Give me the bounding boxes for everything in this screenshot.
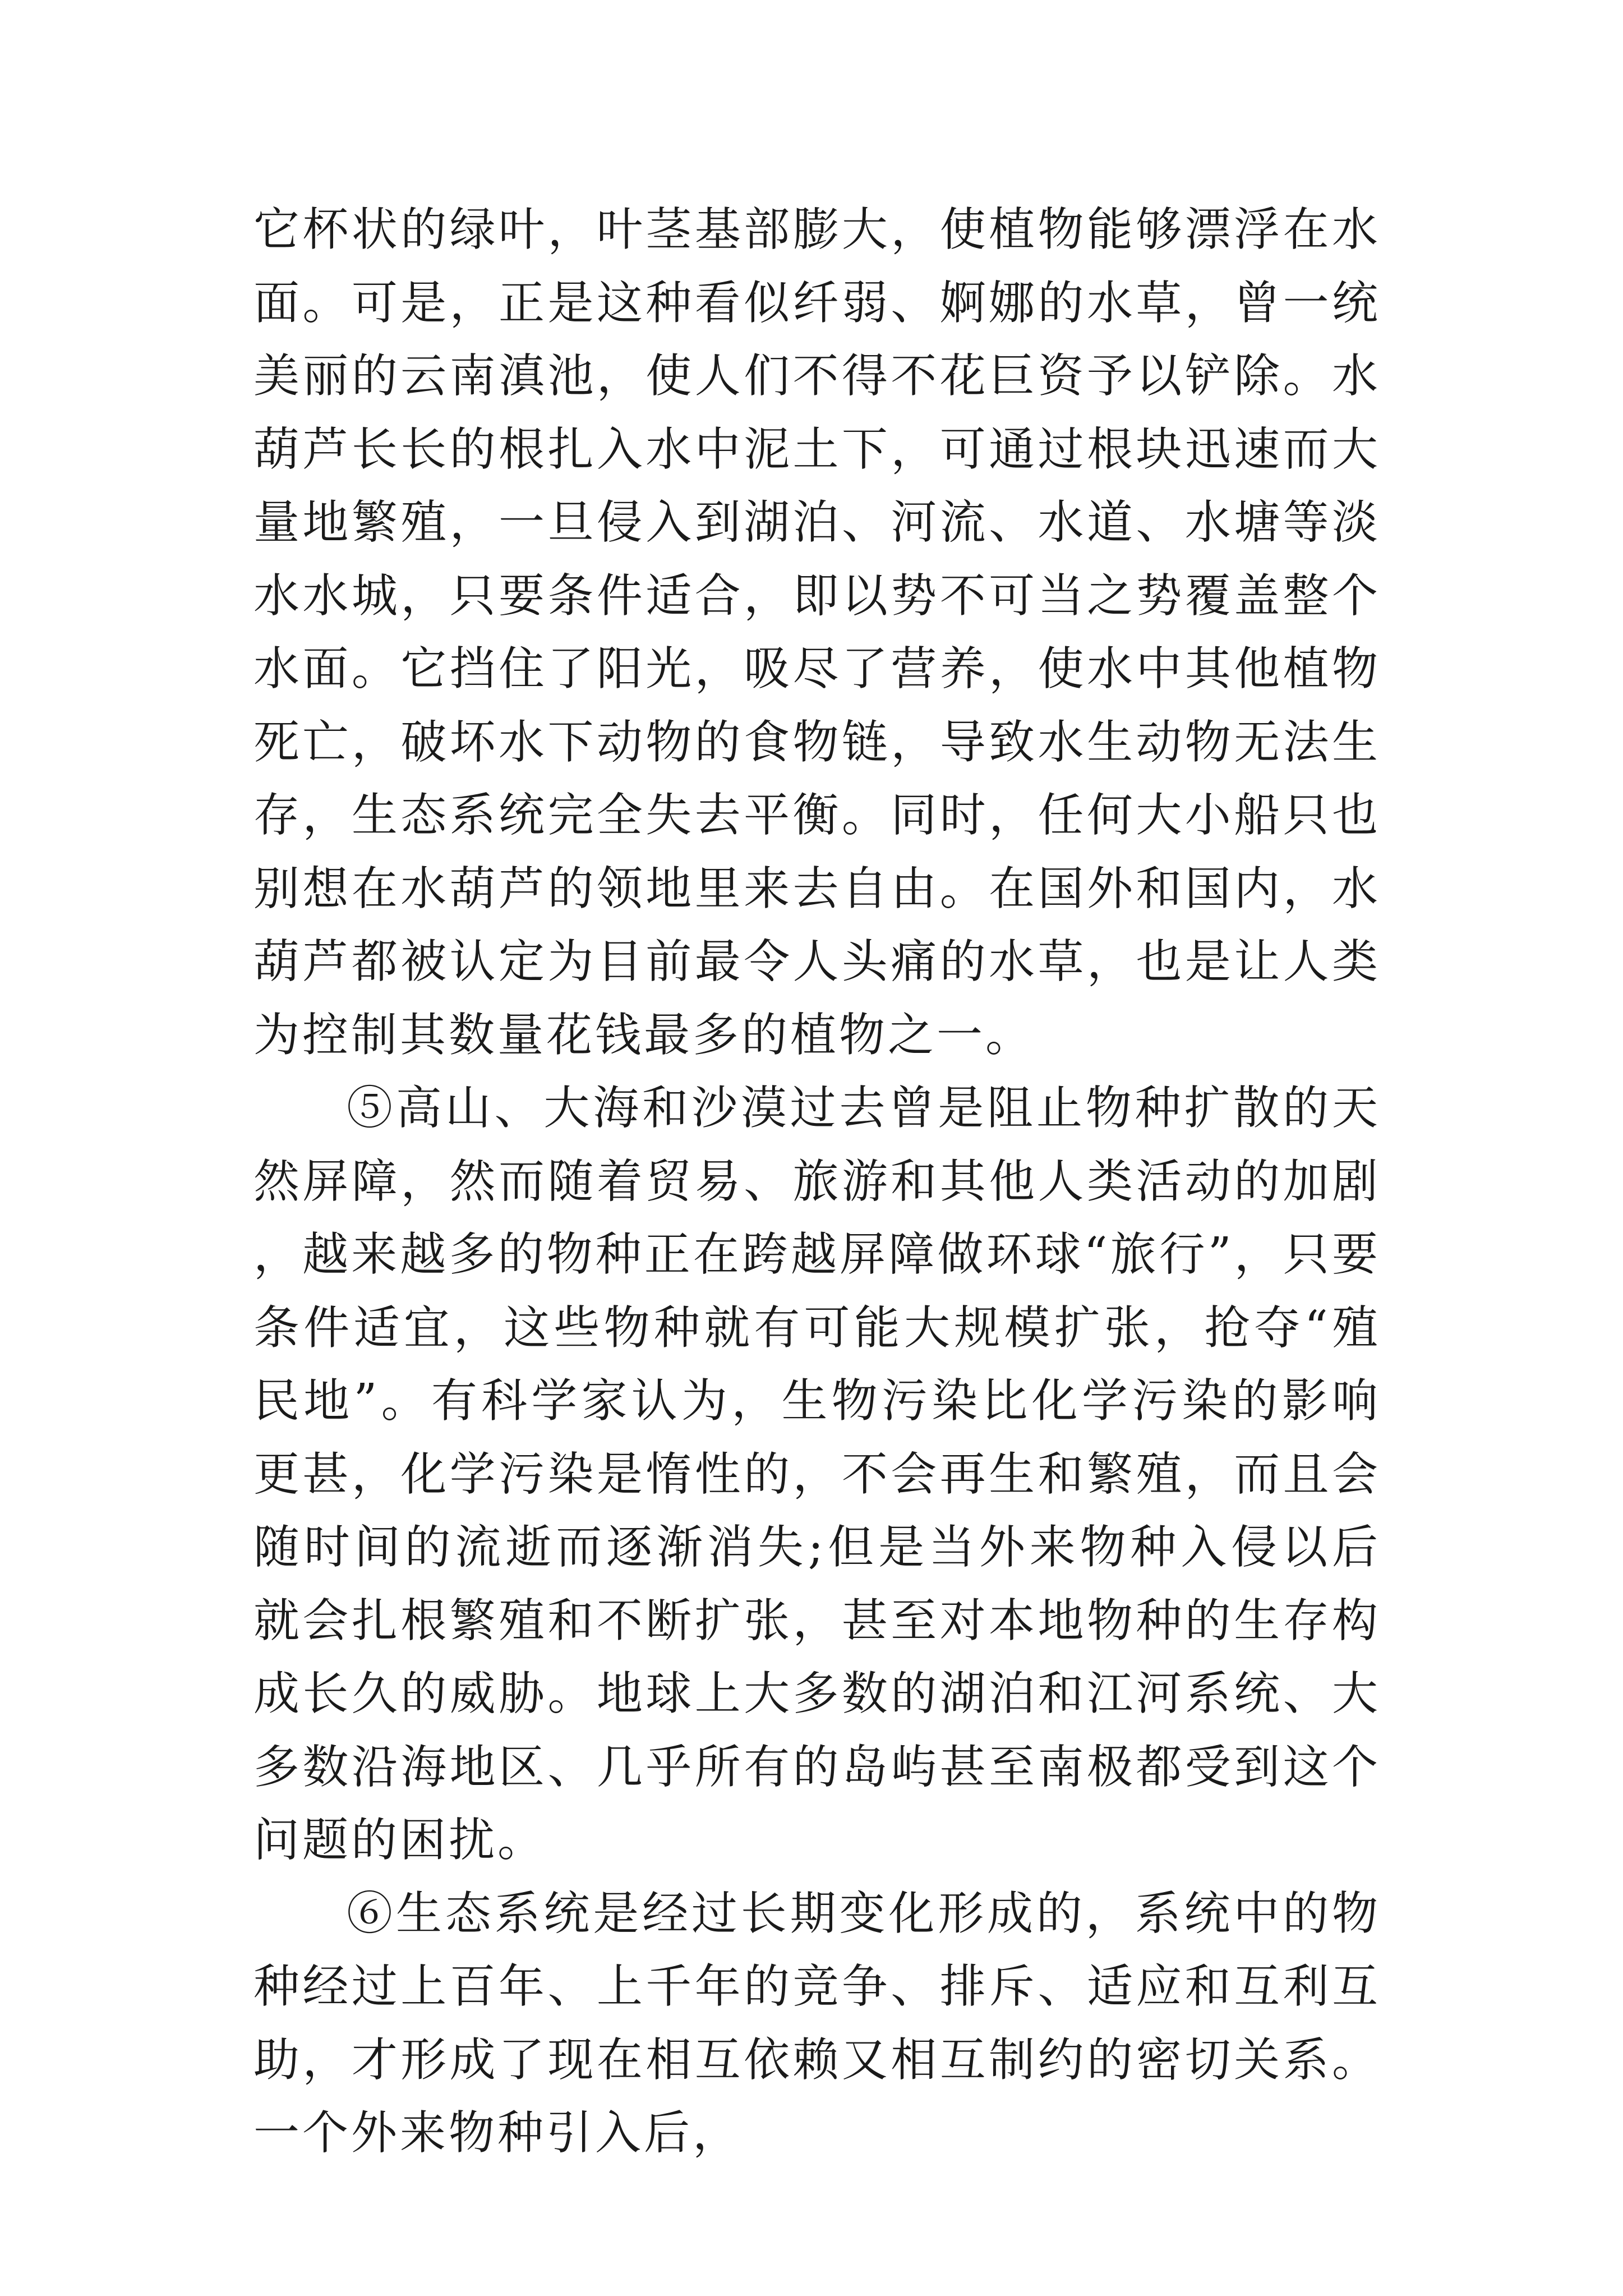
document-body — [253, 194, 1381, 2170]
paragraph-5-natural-barriers: ⑤高山、大海和沙漠过去曾是阻止物种扩散的天然屏障，然而随着贸易、旅游和其他人类活动的加剧，越来越多的物种正在跨越屏障做环球“旅行”，只要条件适宜，这些物种就有可能大规模扩张，抢夺“殖民地”。有科学家认为，生物污染比化学污染的影响更甚，化学污染是惰性的，不会再生和繁殖，而且会随时间的流逝而逐渐消失;但是当外来物种入侵以后就会扎根繁殖和不断扩张，甚至对本地物种的生存构成长久的威胁。地球上大多数的湖泊和江河系统、大多数沿海地区、几乎所有的岛屿甚至南极都受到这个问题的困扰。 — [253, 1082, 1381, 1867]
paragraph-6-ecosystem: ⑥生态系统是经过长期变化形成的，系统中的物种经过上百年、上千年的竞争、排斥、适应和互利互助，才形成了现在相互依赖又相互制约的密切关系。一个外来物种引入后， — [253, 1887, 1381, 2160]
paragraph-water-hyacinth: 它杯状的绿叶，叶茎基部膨大，使植物能够漂浮在水面。可是，正是这种看似纤弱、婀娜的水草，曾一统美丽的云南滇池，使人们不得不花巨资予以铲除。水葫芦长长的根扎入水中泥土下，可通过根块迅速而大量地繁殖，一旦侵入到湖泊、河流、水道、水塘等淡水水城，只要条件适合，即以势不可当之势覆盖整个水面。它挡住了阳光，吸尽了营养，使水中其他植物死亡，破坏水下动物的食物链，导致水生动物无法生存，生态系统完全失去平衡。同时，任何大小船只也别想在水葫芦的领地里来去自由。在国外和国内，水葫芦都被认定为目前最令人头痛的水草，也是让人类为控制其数量花钱最多的植物之一。 — [253, 203, 1381, 1062]
